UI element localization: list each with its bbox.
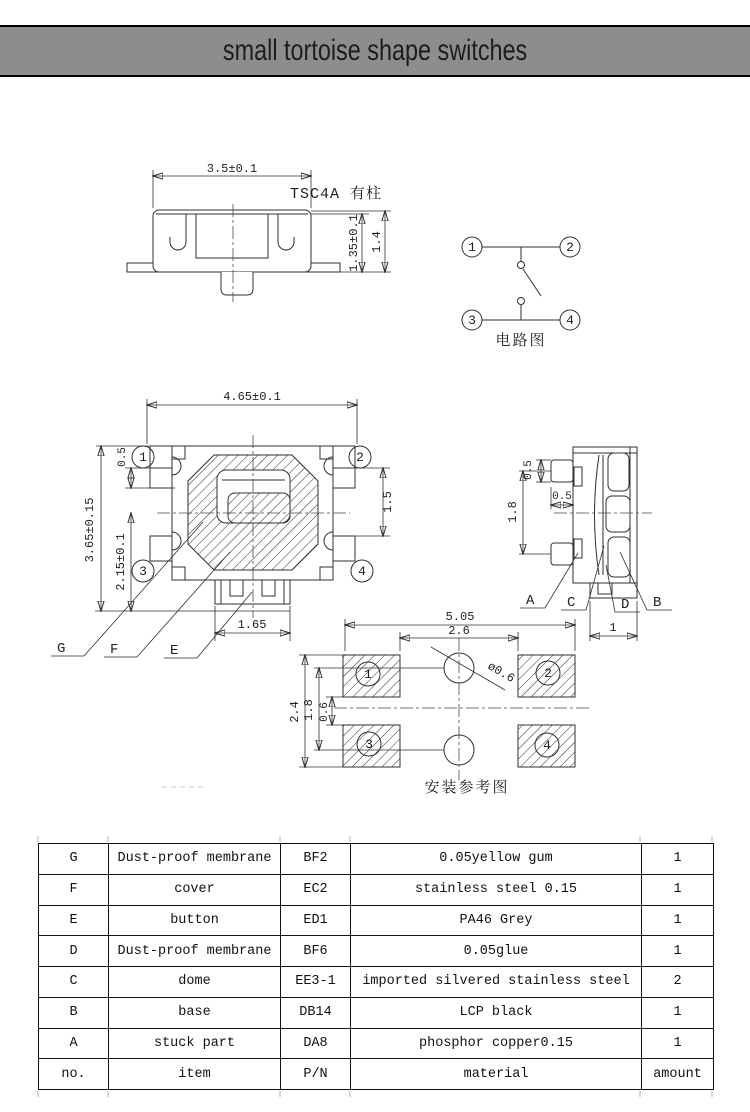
table-row (39, 967, 714, 998)
no-cell: A (39, 1028, 109, 1059)
item-cell: Dust-proof membrane (109, 844, 281, 875)
right-view-side-dim: 0.5 (552, 491, 572, 503)
pcb-width-dim: 5.05 (445, 610, 475, 624)
circuit-terminal-1: 1 (468, 240, 476, 255)
no-cell: F (39, 874, 109, 905)
no-cell: G (39, 844, 109, 875)
pcb-layout-drawing (162, 610, 590, 797)
side-view-inner-height-dim: 1.35±0.1 (347, 214, 361, 272)
button-stem (215, 580, 290, 604)
material-cell: imported silvered stainless steel (351, 967, 642, 998)
material-cell: PA46 Grey (351, 905, 642, 936)
circuit-terminal-3: 3 (468, 313, 476, 328)
right-view-foot-dim: 1 (609, 621, 617, 635)
pn-cell: EE3-1 (281, 967, 351, 998)
amount-cell: 1 (642, 874, 714, 905)
pcb-hole-dia-dim: ø0.6 (485, 659, 517, 686)
pcb-height-dim: 2.4 (288, 701, 302, 723)
material-cell: 0.05yellow gum (351, 844, 642, 875)
bom-table (38, 843, 714, 1090)
amount-cell: 1 (642, 905, 714, 936)
part-label-b: B (653, 595, 662, 611)
part-label-e: E (170, 643, 179, 659)
top-view-drawing (51, 390, 395, 659)
top-view-height-dim: 3.65±0.15 (83, 497, 97, 563)
pn-cell: DB14 (281, 997, 351, 1028)
material-cell: phosphor copper0.15 (351, 1028, 642, 1059)
part-label-c: C (567, 595, 576, 611)
pcb-hole-span-dim: 1.8 (302, 699, 316, 721)
item-cell: dome (109, 967, 281, 998)
pn-cell: BF2 (281, 844, 351, 875)
amount-cell: 2 (642, 967, 714, 998)
pcb-pad-2: 2 (544, 666, 552, 681)
top-view-right-dim: 1.5 (381, 491, 395, 513)
circuit-diagram (462, 237, 580, 350)
item-cell: stuck part (109, 1028, 281, 1059)
pn-cell: DA8 (281, 1028, 351, 1059)
pn-cell: EC2 (281, 874, 351, 905)
part-label-a: A (526, 593, 535, 609)
item-cell: cover (109, 874, 281, 905)
top-view-terminal-2: 2 (356, 450, 364, 465)
pcb-pad-4: 4 (543, 738, 551, 753)
table-row (39, 936, 714, 967)
item-cell: button (109, 905, 281, 936)
right-view-top-dim: 0.5 (523, 460, 535, 480)
table-row (39, 844, 714, 875)
pcb-pad-3: 3 (365, 737, 373, 752)
part-label-g: G (57, 641, 66, 657)
part-label-f: F (110, 642, 119, 658)
no-header: no. (39, 1059, 109, 1090)
top-view-terminal-4: 4 (358, 564, 366, 579)
amount-cell: 1 (642, 997, 714, 1028)
pn-cell: ED1 (281, 905, 351, 936)
top-view-offset-dim: 0.5 (117, 447, 129, 467)
side-view-drawing (127, 162, 391, 302)
side-view-outer-height-dim: 1.4 (370, 231, 384, 253)
circuit-terminal-4: 4 (566, 313, 574, 328)
no-cell: B (39, 997, 109, 1028)
pcb-caption: 安装参考图 (424, 780, 510, 797)
circuit-caption: 电路图 (495, 333, 547, 350)
top-view-terminal-1: 1 (139, 450, 147, 465)
circuit-terminal-2: 2 (566, 240, 574, 255)
table-row (39, 997, 714, 1028)
amount-cell: 1 (642, 844, 714, 875)
item-cell: Dust-proof membrane (109, 936, 281, 967)
top-view-lower-dim: 2.15±0.1 (114, 533, 128, 591)
pn-header: P/N (281, 1059, 351, 1090)
table-row (39, 874, 714, 905)
side-view-model-label: TSC4A 有柱 (290, 186, 383, 203)
material-cell: LCP black (351, 997, 642, 1028)
no-cell: E (39, 905, 109, 936)
top-view-stem-dim: 1.65 (237, 618, 267, 632)
pcb-inner-width-dim: 2.6 (448, 624, 470, 638)
right-section-drawing (506, 447, 672, 641)
no-cell: D (39, 936, 109, 967)
material-cell: stainless steel 0.15 (351, 874, 642, 905)
item-cell: base (109, 997, 281, 1028)
no-cell: C (39, 967, 109, 998)
right-view-height-dim: 1.8 (506, 501, 520, 523)
material-cell: 0.05glue (351, 936, 642, 967)
top-view-width-dim: 4.65±0.1 (223, 390, 281, 404)
pn-cell: BF6 (281, 936, 351, 967)
amount-cell: 1 (642, 936, 714, 967)
item-header: item (109, 1059, 281, 1090)
top-view-terminal-3: 3 (139, 564, 147, 579)
page-title: small tortoise shape switches (222, 34, 528, 67)
side-view-width-dim: 3.5±0.1 (206, 162, 258, 176)
table-row (39, 1028, 714, 1059)
material-header: material (351, 1059, 642, 1090)
table-header-row (39, 1059, 714, 1090)
amount-header: amount (642, 1059, 714, 1090)
part-label-d: D (621, 597, 630, 613)
table-row (39, 905, 714, 936)
amount-cell: 1 (642, 1028, 714, 1059)
pcb-pad-1: 1 (364, 667, 372, 682)
pcb-gap-dim: 0.6 (319, 702, 331, 722)
